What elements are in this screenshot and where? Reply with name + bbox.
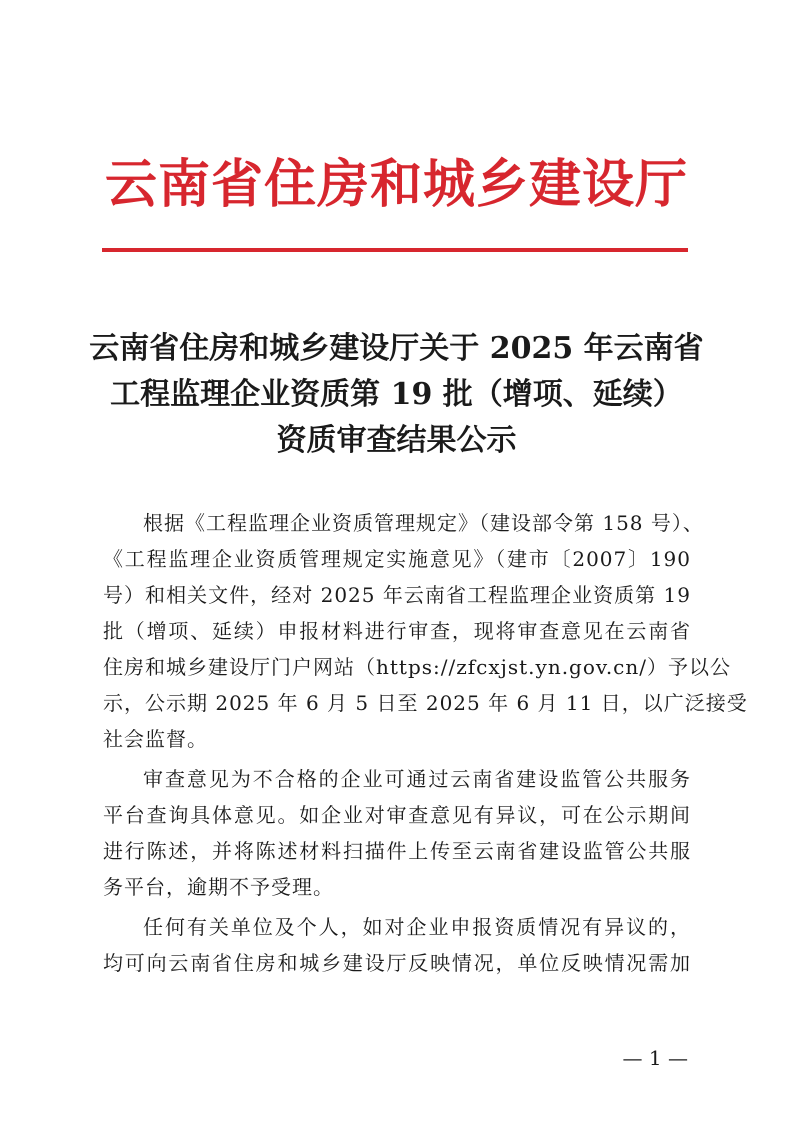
title-line: 资质审查结果公示 xyxy=(276,423,517,458)
document-body xyxy=(103,505,748,985)
body-line: 社会监督。 xyxy=(103,727,208,751)
body-line: 根据《工程监理企业资质管理规定》（建设部令第 158 号）、 xyxy=(143,511,704,535)
body-line: 《工程监理企业资质管理规定实施意见》（建市〔2007〕190 xyxy=(103,547,691,571)
page-number: — 1 — xyxy=(622,1046,688,1070)
body-line: 任何有关单位及个人，如对企业申报资质情况有异议的， xyxy=(143,915,691,939)
paragraph-basis xyxy=(103,505,748,757)
body-line: 进行陈述，并将陈述材料扫描件上传至云南省建设监管公共服 xyxy=(103,839,691,863)
body-line: 审查意见为不合格的企业可通过云南省建设监管公共服务 xyxy=(143,767,691,791)
body-line: 均可向云南省住房和城乡建设厅反映情况，单位反映情况需加 xyxy=(103,951,691,975)
body-line: 示，公示期 2025 年 6 月 5 日至 2025 年 6 月 11 日，以广泛接受 xyxy=(103,691,748,715)
organization-header: 云南省住房和城乡建设厅 xyxy=(104,154,688,215)
document-title xyxy=(0,326,793,464)
body-line: 住房和城乡建设厅门户网站（https://zfcxjst.yn.gov.cn/）予以公 xyxy=(103,655,731,679)
body-line: 平台查询具体意见。如企业对审查意见有异议，可在公示期间 xyxy=(103,803,691,827)
body-line: 批（增项、延续）申报材料进行审查，现将审查意见在云南省 xyxy=(103,619,691,643)
title-line: 云南省住房和城乡建设厅关于 2025 年云南省 xyxy=(89,331,704,366)
title-line: 工程监理企业资质第 19 批（增项、延续） xyxy=(110,377,683,412)
header-red-rule xyxy=(102,248,688,252)
paragraph-public-feedback xyxy=(103,909,691,981)
paragraph-objection-procedure xyxy=(103,761,691,905)
body-line: 务平台，逾期不予受理。 xyxy=(103,875,334,899)
body-line: 号）和相关文件，经对 2025 年云南省工程监理企业资质第 19 xyxy=(103,583,691,607)
